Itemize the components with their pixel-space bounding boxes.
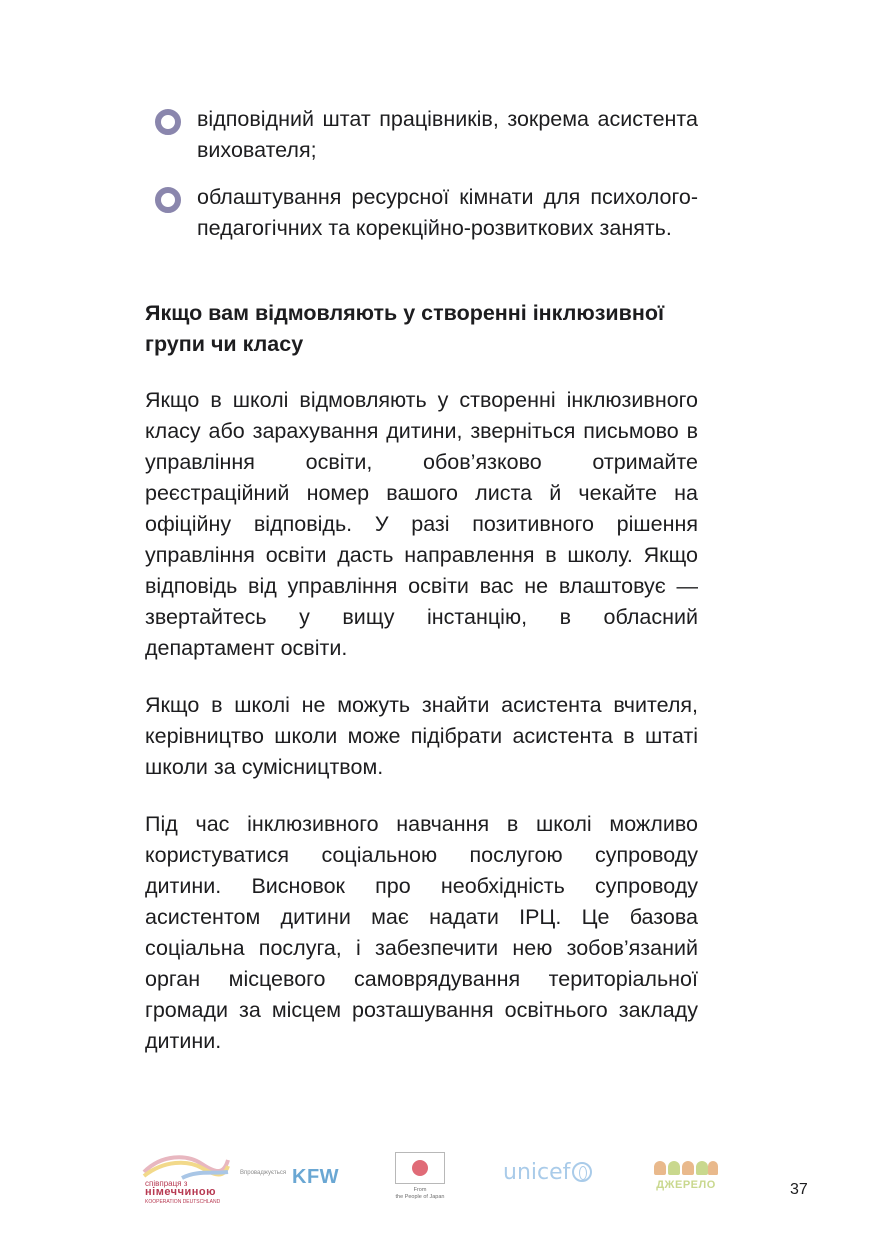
logo-text: співпраця з xyxy=(145,1179,188,1188)
logo-text: KOOPERATION DEUTSCHLAND xyxy=(145,1199,221,1205)
globe-icon xyxy=(572,1162,592,1182)
page-number: 37 xyxy=(790,1181,808,1198)
bullet-text: відповідний штат працівників, зокрема асистента вихователя; xyxy=(197,107,698,162)
ring-bullet-icon xyxy=(155,109,181,135)
ring-bullet-icon xyxy=(155,187,181,213)
paragraph: Якщо в школі не можуть знайти асистента вчителя, керівництво школи може підібрати асистента в штаті школи за сумісництвом. xyxy=(145,693,698,779)
logo-text: німеччиною xyxy=(145,1186,216,1198)
bullet-item xyxy=(145,104,698,166)
kfw-logo: KFW xyxy=(292,1166,340,1188)
bullet-text: облаштування ресурсної кімнати для психолого-педагогічних та корекційно-розвиткових занять. xyxy=(197,185,698,240)
paragraph: Якщо в школі відмовляють у створенні інклюзивного класу або зарахування дитини, зверніться письмово в управління освіти, обов’язково отримайте реєстраційний номер вашого листа й чекайте на офіційну відповідь. У разі позитивного рішення управління освіти дасть направлення в школу. Якщо відповідь від управління освіти вас не влаштовує — звертайтесь у вищу інстанцію, в обласний департамент освіти. xyxy=(145,388,698,660)
flag-wave-icon xyxy=(142,1152,230,1180)
logo-text: From xyxy=(413,1187,427,1193)
paragraph: Під час інклюзивного навчання в школі можливо користуватися соціальною послугою супроводу дитини. Висновок про необхідність супроводу асистентом дитини має надати ІРЦ. Це базова соціальна послуга, і забезпечити нею зобов’язаний орган місцевого самоврядування територіальної громади за місцем розташування освітнього закладу дитини. xyxy=(145,812,698,1053)
supported-by-label: Впроваджується xyxy=(240,1170,287,1176)
dzherelo-logo xyxy=(652,1158,720,1198)
logo-text: the People of Japan xyxy=(395,1194,445,1200)
bullet-item xyxy=(145,182,698,244)
logo-text: unicef xyxy=(503,1160,571,1185)
cooperation-germany-logo xyxy=(142,1152,230,1204)
japan-logo xyxy=(392,1152,448,1206)
partner-logos-footer xyxy=(0,1148,874,1208)
people-icon xyxy=(652,1158,720,1178)
unicef-logo xyxy=(503,1160,592,1185)
section-heading: Якщо вам відмовляють у створенні інклюзивної групи чи класу xyxy=(145,301,665,356)
main-content xyxy=(145,104,698,1079)
japan-flag-icon xyxy=(395,1152,445,1184)
logo-text: ДЖЕРЕЛО xyxy=(656,1179,716,1191)
